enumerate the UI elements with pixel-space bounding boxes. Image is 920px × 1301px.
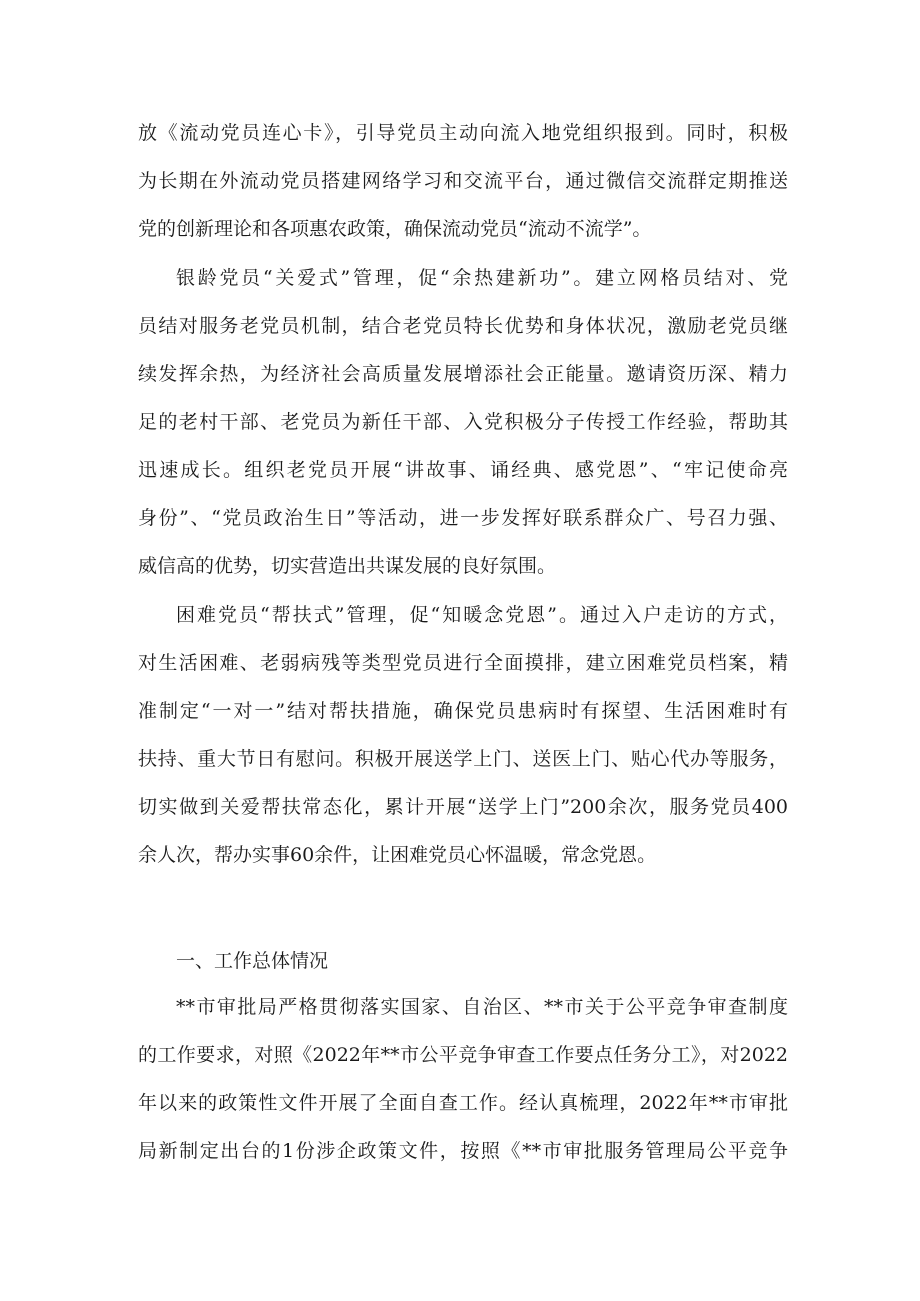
paragraph-2-line-2: 员结对服务老党员机制，结合老党员特长优势和身体状况，激励老党员继 xyxy=(138,315,788,337)
paragraph-3-line-1: 困难党员“帮扶式”管理，促“知暖念党恩”。通过入户走访的方式， xyxy=(176,604,788,626)
paragraph-1-line-3: 党的创新理论和各项惠农政策，确保流动党员“流动不流学”。 xyxy=(138,218,652,240)
paragraph-1-line-2: 为长期在外流动党员搭建网络学习和交流平台，通过微信交流群定期推送 xyxy=(138,170,788,192)
paragraph-2-line-3: 续发挥余热，为经济社会高质量发展增添社会正能量。邀请资历深、精力 xyxy=(138,363,788,385)
paragraph-4-line-2: 的工作要求，对照《2022年**市公平竞争审查工作要点任务分工》，对2022 xyxy=(138,1044,788,1066)
paragraph-4-line-1: **市审批局严格贯彻落实国家、自治区、**市关于公平竞争审查制度 xyxy=(176,996,788,1018)
paragraph-3-line-5: 切实做到关爱帮扶常态化，累计开展“送学上门”200余次，服务党员400 xyxy=(138,796,788,818)
paragraph-2-line-6: 身份”、“党员政治生日”等活动，进一步发挥好联系群众广、号召力强、 xyxy=(138,507,788,529)
paragraph-3-line-2: 对生活困难、老弱病残等类型党员进行全面摸排，建立困难党员档案，精 xyxy=(138,652,788,674)
paragraph-2-line-4: 足的老村干部、老党员为新任干部、入党积极分子传授工作经验，帮助其 xyxy=(138,411,788,433)
paragraph-3-line-4: 扶持、重大节日有慰问。积极开展送学上门、送医上门、贴心代办等服务， xyxy=(138,748,788,770)
paragraph-2-line-1: 银龄党员“关爱式”管理，促“余热建新功”。建立网格员结对、党 xyxy=(176,267,788,289)
paragraph-4-line-3: 年以来的政策性文件开展了全面自查工作。经认真梳理，2022年**市审批 xyxy=(138,1092,788,1114)
paragraph-3-line-3: 准制定“一对一”结对帮扶措施，确保党员患病时有探望、生活困难时有 xyxy=(138,700,788,722)
section-heading: 一、工作总体情况 xyxy=(176,950,329,972)
paragraph-2-line-5: 迅速成长。组织老党员开展“讲故事、诵经典、感党恩”、“牢记使命亮 xyxy=(138,459,788,481)
paragraph-1-line-1: 放《流动党员连心卡》，引导党员主动向流入地党组织报到。同时，积极 xyxy=(138,122,788,144)
paragraph-4-line-4: 局新制定出台的1份涉企政策文件，按照《**市审批服务管理局公平竞争 xyxy=(138,1140,788,1162)
paragraph-3-line-6: 余人次，帮办实事60余件，让困难党员心怀温暖，常念党恩。 xyxy=(138,844,657,866)
paragraph-2-line-7: 威信高的优势，切实营造出共谋发展的良好氛围。 xyxy=(138,555,557,577)
